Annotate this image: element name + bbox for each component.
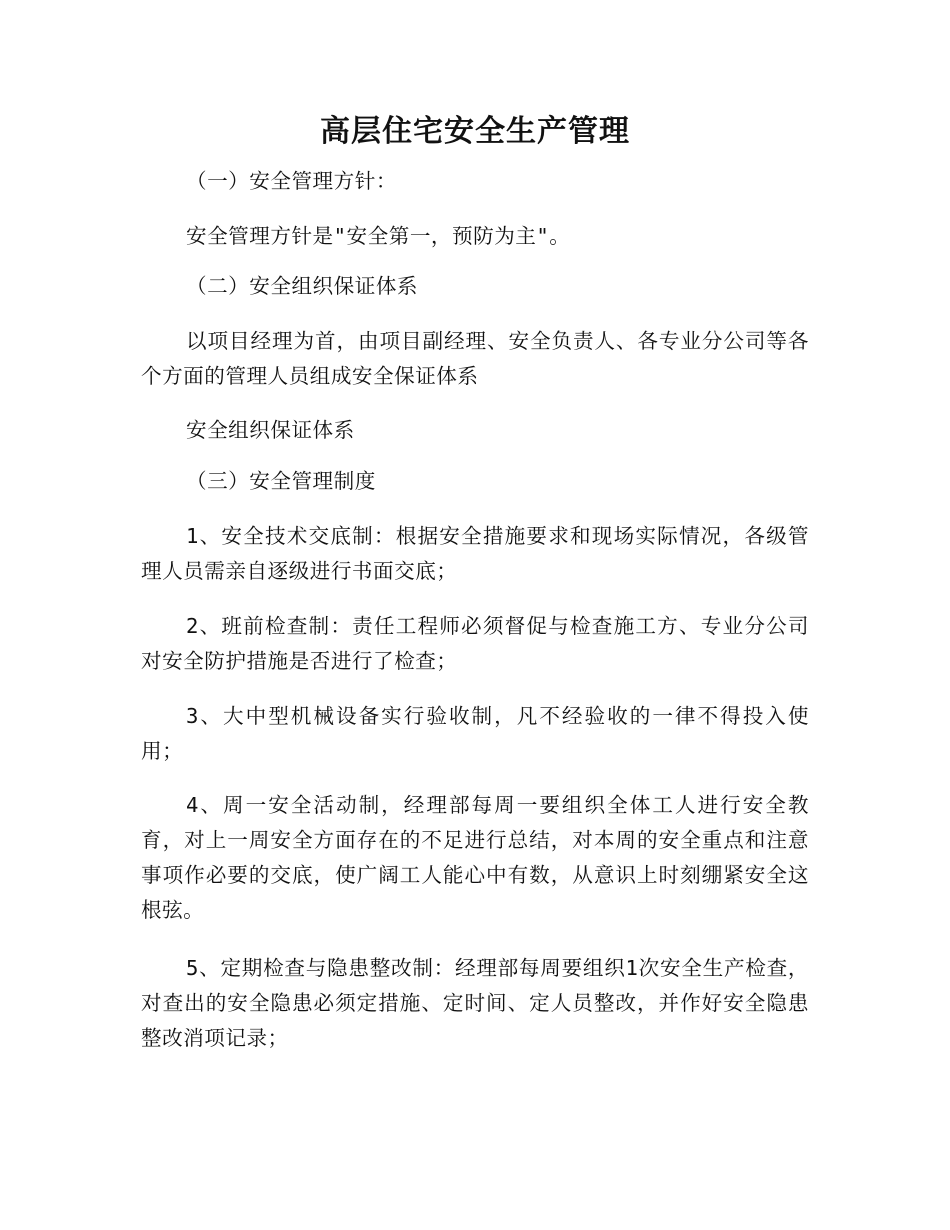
document-title: 高层住宅安全生产管理 <box>320 114 630 149</box>
section-heading-organization: （二）安全组织保证体系 <box>186 274 419 298</box>
paragraph-rule-3: 3、大中型机械设备实行验收制，凡不经验收的一律不得投入使用； <box>141 704 809 763</box>
paragraph-rule-1: 1、安全技术交底制：根据安全措施要求和现场实际情况，各级管理人员需亲自逐级进行书面交底； <box>141 524 809 583</box>
paragraph-organization-system: 安全组织保证体系 <box>186 418 355 442</box>
section-heading-rules: （三）安全管理制度 <box>186 469 376 493</box>
paragraph-rule-2: 2、班前检查制：责任工程师必须督促与检查施工方、专业分公司对安全防护措施是否进行了检查； <box>141 614 809 673</box>
paragraph-organization: 以项目经理为首，由项目副经理、安全负责人、各专业分公司等各个方面的管理人员组成安全保证体系 <box>141 329 809 388</box>
paragraph-rule-4: 4、周一安全活动制，经理部每周一要组织全体工人进行安全教育，对上一周安全方面存在的不足进行总结，对本周的安全重点和注意事项作必要的交底，使广阔工人能心中有数，从意识上时刻绷紧安全这根弦。 <box>141 793 809 922</box>
paragraph-policy: 安全管理方针是"安全第一，预防为主"。 <box>186 224 571 248</box>
section-heading-policy: （一）安全管理方针： <box>186 169 397 193</box>
paragraph-rule-5: 5、定期检查与隐患整改制：经理部每周要组织1次安全生产检查，对查出的安全隐患必须定措施、定时间、定人员整改，并作好安全隐患整改消项记录； <box>141 956 809 1050</box>
